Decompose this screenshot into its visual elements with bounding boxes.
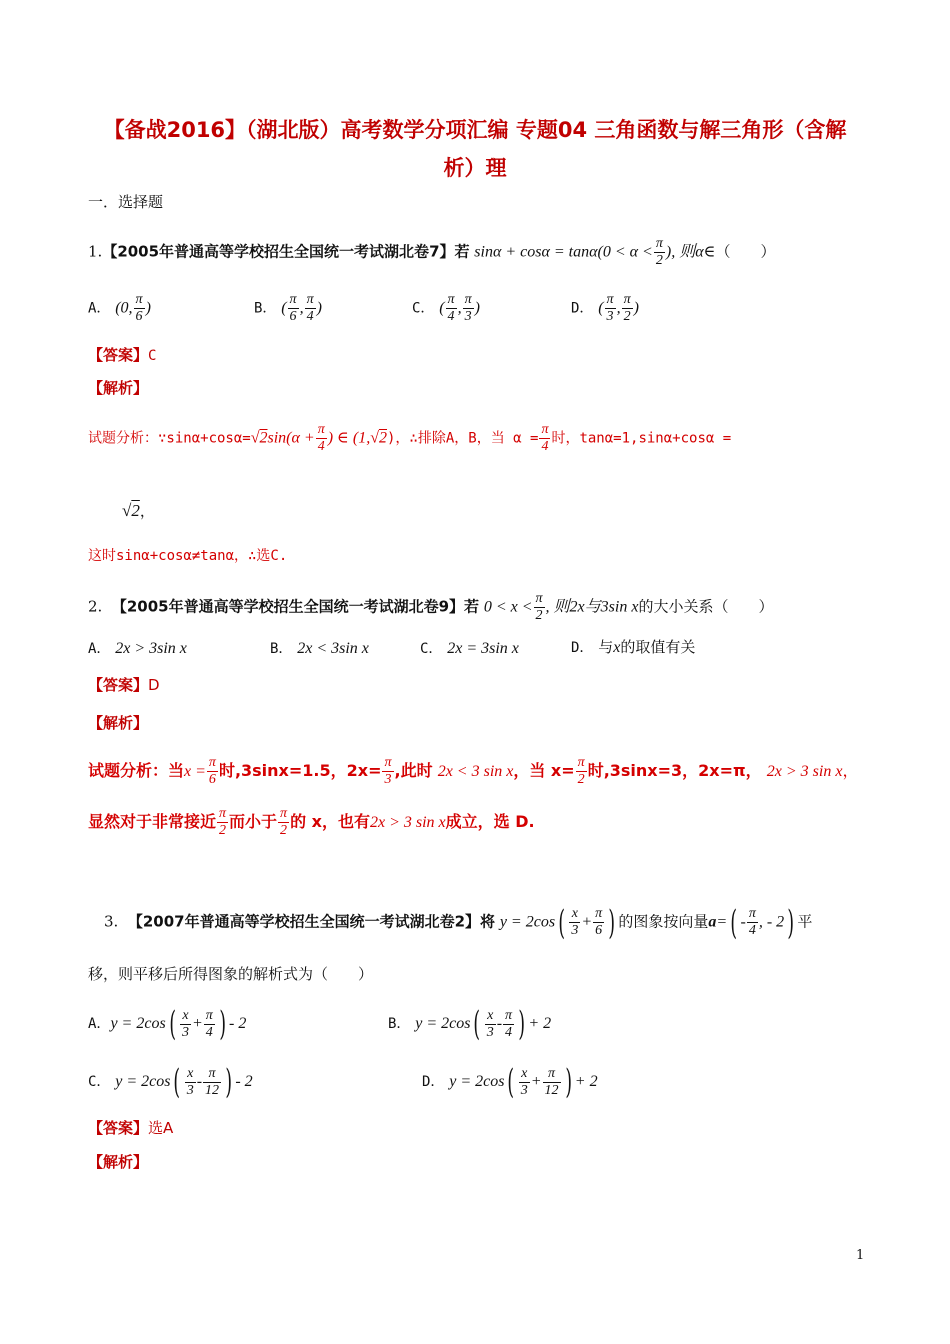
q2-option-a: A． 2x > 3sin x	[88, 640, 187, 657]
question-1	[88, 236, 775, 269]
q3-option-a: A．y = 2cos( $\frac{x}{3}$ + $\frac{\pi}{4}$ ) - 2	[88, 1004, 247, 1044]
q1-frac: $\frac{\pi}{2}$	[655, 236, 663, 268]
q1-option-d: D． ( $\frac{\pi}{3}$ , $\frac{\pi}{2}$ )	[571, 292, 639, 324]
q3-option-d: D． y = 2cos( $\frac{x}{3}$ + $\frac{\pi}{12}$ ) + 2	[422, 1062, 598, 1102]
q2-analysis-line2: 显然对于非常接近 $\frac{\pi}{2}$ 而小于 $\frac{\pi}{2}$ 的 x，也有2x > 3 sin x成立，选 D.	[88, 806, 535, 838]
q1-option-a: A． (0, $\frac{\pi}{6}$ )	[88, 292, 151, 324]
q1-analysis-line1: 试题分析：∵sinα+cosα=√2sin(α + $\frac{\pi}{4}$ ) ∈ (1,√2)，∴排除A，B，当 α = $\frac{\pi}{4}$ 时，tanα=1,sinα+cosα =	[88, 422, 732, 454]
q3-option-b: B． y = 2cos( $\frac{x}{3}$ - $\frac{\pi}{4}$ ) + 2	[388, 1004, 552, 1044]
q1-option-c: C． ( $\frac{\pi}{4}$ , $\frac{\pi}{3}$ )	[412, 292, 480, 324]
q1-option-b: B． ( $\frac{\pi}{6}$ , $\frac{\pi}{4}$ )	[254, 292, 322, 324]
q2-analysis-line1: 试题分析：当x = $\frac{\pi}{6}$ 时,3sinx=1.5，2x= $\frac{\pi}{3}$ ,此时 2x < 3 sin x，当 x= $\frac{\pi}{2}$ 时,3sinx=3，2x=π， 2x > 3 sin x，	[88, 755, 859, 787]
q1-analysis-label: 【解析】	[88, 379, 149, 397]
question-2: 2. 【2005年普通高等学校招生全国统一考试湖北卷9】若 0 < x < $\frac{\pi}{2}$ , 则2x与3sin x的大小关系（ ）	[88, 591, 774, 623]
q2-option-d: D． 与x的取值有关	[571, 638, 696, 656]
doc-title-line2: 析）理	[443, 156, 507, 180]
q2-option-c: C． 2x = 3sin x	[420, 640, 519, 657]
doc-title-line1: 【备战2016】（湖北版）高考数学分项汇编 专题04 三角函数与解三角形（含解	[103, 118, 847, 142]
q1-expr-tail: ), 则α∈	[665, 243, 716, 261]
q2-answer: 【答案】D	[88, 676, 160, 694]
q3-answer: 【答案】选A	[88, 1119, 174, 1137]
q2-option-b: B． 2x < 3sin x	[270, 640, 369, 657]
question-3: 3. 【2007年普通高等学校招生全国统一考试湖北卷2】将 y = 2cos( $\frac{x}{3}$ + $\frac{\pi}{6}$ ) 的图象按向量a=( - $\frac{\pi}{4}$ , - 2) 平	[104, 902, 813, 943]
q2-analysis-label: 【解析】	[88, 714, 149, 732]
section-heading: 一．选择题	[88, 193, 164, 211]
page-number: 1	[856, 1248, 865, 1263]
q3-line2: 移，则平移后所得图象的解析式为（ ）	[88, 965, 374, 983]
q1-answer: 【答案】C	[88, 346, 157, 364]
q1-analysis-line3: 这时sinα+cosα≠tanα，∴选C.	[88, 548, 288, 564]
q1-analysis-line2: √2，	[122, 501, 155, 520]
q1-expr: sinα + cosα = tanα(0 < α <	[474, 243, 653, 261]
q1-number: 1.	[88, 242, 103, 261]
q3-option-c: C． y = 2cos( $\frac{x}{3}$ - $\frac{\pi}{12}$ ) - 2	[88, 1062, 253, 1102]
q1-source: 【2005年普通高等学校招生全国统一考试湖北卷7】若	[102, 242, 470, 261]
q1-blank: （ ）	[715, 242, 776, 261]
q3-analysis-label: 【解析】	[88, 1153, 149, 1171]
